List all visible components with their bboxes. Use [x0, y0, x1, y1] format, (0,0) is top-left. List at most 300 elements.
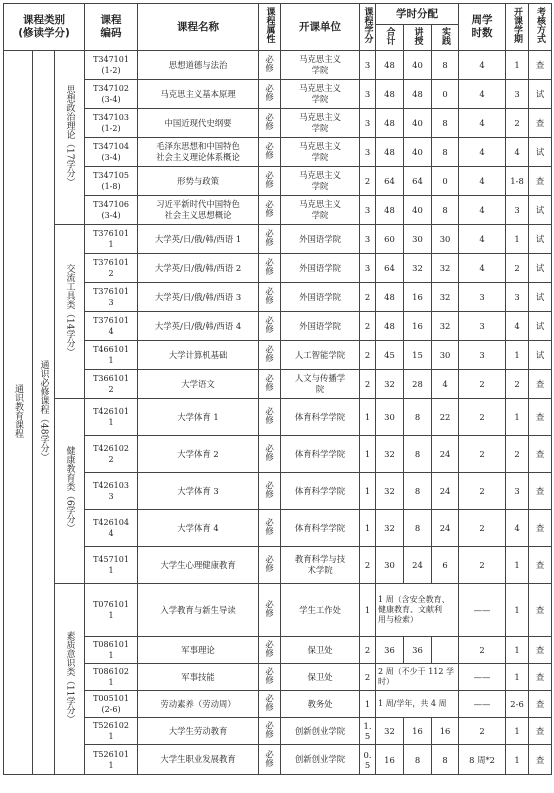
course-code: T347102 (3-4) [85, 80, 138, 109]
course-unit: 马克思主义 学院 [281, 80, 360, 109]
course-attr-label: 必修 [264, 171, 275, 188]
table-row [4, 341, 552, 370]
hours-total: 30 [376, 547, 404, 584]
hours-lecture: 40 [404, 109, 432, 138]
weekly-hours: 4 [459, 138, 506, 167]
course-attr [259, 370, 281, 399]
course-term: 1 [506, 547, 529, 584]
course-code: T347105 (1-8) [85, 167, 138, 196]
hours-lecture: 24 [404, 547, 432, 584]
course-attr [259, 51, 281, 80]
course-attr [259, 254, 281, 283]
weekly-hours: 2 [459, 547, 506, 584]
hours-total: 64 [376, 254, 404, 283]
hours-practice: 22 [432, 399, 459, 436]
hours-total: 32 [376, 473, 404, 510]
course-name: 大学生劳动教育 [138, 718, 259, 745]
course-credit: 2 [360, 664, 376, 691]
course-attr [259, 691, 281, 718]
course-unit: 体育科学学院 [281, 399, 360, 436]
exam-method: 试 [529, 138, 552, 167]
course-name: 军事理论 [138, 637, 259, 664]
course-attr [259, 341, 281, 370]
course-unit: 马克思主义 学院 [281, 51, 360, 80]
course-name: 习近平新时代中国特色 社会主义思想概论 [138, 196, 259, 225]
course-name: 大学计算机基础 [138, 341, 259, 370]
table-row [4, 399, 552, 436]
hours-total: 45 [376, 341, 404, 370]
course-credit: 1 [360, 510, 376, 547]
subcategory-label: 思想政治理论（17学分） [64, 85, 75, 187]
hours-practice: 16 [432, 718, 459, 745]
course-attr-label: 必修 [264, 640, 275, 657]
weekly-hours: 4 [459, 196, 506, 225]
course-attr-label: 必修 [264, 518, 275, 535]
weekly-hours: 4 [459, 80, 506, 109]
course-name: 大学体育 4 [138, 510, 259, 547]
table-row [4, 225, 552, 254]
course-attr [259, 399, 281, 436]
course-term: 2 [506, 436, 529, 473]
table-row [4, 138, 552, 167]
course-name: 劳动素养（劳动周） [138, 691, 259, 718]
course-table [3, 3, 552, 775]
course-attr-label: 必修 [264, 55, 275, 72]
course-name: 思想道德与法治 [138, 51, 259, 80]
course-unit: 马克思主义 学院 [281, 196, 360, 225]
course-code: T366101 2 [85, 370, 138, 399]
course-unit: 教务处 [281, 691, 360, 718]
course-hours-note: 1 周（含安全教育、 健康教育、文献利 用与检索） [376, 584, 459, 637]
hours-practice: 0 [432, 167, 459, 196]
table-row [4, 51, 552, 80]
subcategory-cell [55, 225, 85, 399]
hours-lecture: 8 [404, 745, 432, 775]
hours-practice: 8 [432, 109, 459, 138]
header-credit: 课程学分 [360, 4, 376, 51]
course-credit: 2 [360, 370, 376, 399]
course-term: 4 [506, 312, 529, 341]
hours-total: 48 [376, 80, 404, 109]
course-attr [259, 745, 281, 775]
hours-total: 48 [376, 312, 404, 341]
course-term: 1 [506, 341, 529, 370]
hours-total: 32 [376, 436, 404, 473]
header-weekly: 周学 时数 [459, 4, 506, 51]
exam-method: 查 [529, 399, 552, 436]
exam-method: 查 [529, 637, 552, 664]
table-row [4, 745, 552, 775]
weekly-hours: 2 [459, 436, 506, 473]
exam-method: 试 [529, 225, 552, 254]
hours-lecture: 8 [404, 473, 432, 510]
weekly-hours: 2 [459, 510, 506, 547]
exam-method: 查 [529, 109, 552, 138]
course-credit: 1. 5 [360, 718, 376, 745]
course-attr-label: 必修 [264, 555, 275, 572]
course-term: 1 [506, 745, 529, 775]
course-hours-note: 1 周/学年，共 4 周 [376, 691, 459, 718]
course-name: 毛泽东思想和中国特色 社会主义理论体系概论 [138, 138, 259, 167]
course-name: 大学体育 3 [138, 473, 259, 510]
hours-practice: 32 [432, 283, 459, 312]
table-row [4, 473, 552, 510]
course-attr [259, 473, 281, 510]
exam-method: 查 [529, 167, 552, 196]
exam-method: 查 [529, 745, 552, 775]
weekly-hours: 4 [459, 254, 506, 283]
exam-method: 查 [529, 473, 552, 510]
course-term: 4 [506, 138, 529, 167]
hours-practice: 30 [432, 225, 459, 254]
exam-method: 试 [529, 80, 552, 109]
hours-practice: 4 [432, 370, 459, 399]
exam-method: 试 [529, 341, 552, 370]
course-credit: 3 [360, 138, 376, 167]
hours-total: 16 [376, 745, 404, 775]
course-unit: 学生工作处 [281, 584, 360, 637]
course-term: 3 [506, 473, 529, 510]
course-unit: 创新创业学院 [281, 745, 360, 775]
subcategory-label: 健康教育类（6学分） [64, 446, 75, 533]
course-name: 军事技能 [138, 664, 259, 691]
course-name: 形势与政策 [138, 167, 259, 196]
hours-lecture: 32 [404, 254, 432, 283]
course-attr-label: 必修 [264, 345, 275, 362]
course-credit: 2 [360, 167, 376, 196]
hours-total: 32 [376, 718, 404, 745]
hours-lecture: 8 [404, 510, 432, 547]
course-credit: 3 [360, 51, 376, 80]
exam-method: 查 [529, 370, 552, 399]
course-credit: 1 [360, 584, 376, 637]
table-row [4, 312, 552, 341]
course-credit: 3 [360, 109, 376, 138]
course-code: T526101 1 [85, 745, 138, 775]
course-code: T076101 1 [85, 584, 138, 637]
course-attr-label: 必修 [264, 374, 275, 391]
course-term: 2 [506, 254, 529, 283]
table-row [4, 109, 552, 138]
course-name: 大学体育 2 [138, 436, 259, 473]
course-term: 1 [506, 399, 529, 436]
course-unit: 体育科学学院 [281, 436, 360, 473]
course-attr [259, 167, 281, 196]
hours-practice: 32 [432, 254, 459, 283]
course-term: 2 [506, 370, 529, 399]
hours-lecture: 28 [404, 370, 432, 399]
course-code: T347106 (3-4) [85, 196, 138, 225]
hours-lecture: 48 [404, 80, 432, 109]
course-code: T426103 3 [85, 473, 138, 510]
course-credit: 3 [360, 80, 376, 109]
course-credit: 1 [360, 436, 376, 473]
course-name: 入学教育与新生导读 [138, 584, 259, 637]
course-unit: 人工智能学院 [281, 341, 360, 370]
course-unit: 外国语学院 [281, 283, 360, 312]
course-code: T005101 (2-6) [85, 691, 138, 718]
course-credit: 3 [360, 254, 376, 283]
course-code: T426104 4 [85, 510, 138, 547]
course-code: T086102 1 [85, 664, 138, 691]
table-row [4, 196, 552, 225]
course-attr [259, 510, 281, 547]
hours-total: 32 [376, 370, 404, 399]
header-hours: 学时分配 [376, 4, 459, 25]
exam-method: 试 [529, 283, 552, 312]
course-attr-label: 必修 [264, 600, 275, 617]
category-required-label: 通识必修课程（48学分） [38, 360, 49, 462]
course-unit: 教育科学与技 术学院 [281, 547, 360, 584]
hours-total: 48 [376, 51, 404, 80]
weekly-hours: 2 [459, 637, 506, 664]
course-name: 大学英/日/俄/韩/西语 3 [138, 283, 259, 312]
course-code: T347101 (1-2) [85, 51, 138, 80]
hours-lecture: 36 [404, 637, 432, 664]
hours-practice: 8 [432, 51, 459, 80]
course-unit: 保卫处 [281, 637, 360, 664]
weekly-hours: 2 [459, 370, 506, 399]
table-row [4, 584, 552, 637]
course-term: 1 [506, 637, 529, 664]
course-code: T526102 1 [85, 718, 138, 745]
exam-method: 试 [529, 312, 552, 341]
course-hours-note: 2 周（不少于 112 学 时） [376, 664, 459, 691]
course-attr-label: 必修 [264, 316, 275, 333]
weekly-hours: —— [459, 691, 506, 718]
course-attr-label: 必修 [264, 667, 275, 684]
course-attr-label: 必修 [264, 444, 275, 461]
course-code: T457101 1 [85, 547, 138, 584]
course-attr [259, 312, 281, 341]
course-attr-label: 必修 [264, 694, 275, 711]
hours-practice: 24 [432, 436, 459, 473]
course-code: T376101 1 [85, 225, 138, 254]
course-attr [259, 109, 281, 138]
hours-practice: 0 [432, 80, 459, 109]
course-code: T086101 1 [85, 637, 138, 664]
weekly-hours: 3 [459, 283, 506, 312]
course-unit: 外国语学院 [281, 312, 360, 341]
weekly-hours: 4 [459, 51, 506, 80]
course-code: T347104 (3-4) [85, 138, 138, 167]
course-credit: 2 [360, 283, 376, 312]
hours-total: 36 [376, 637, 404, 664]
header-term: 开课学期 [506, 4, 529, 51]
course-unit: 体育科学学院 [281, 473, 360, 510]
course-unit: 马克思主义 学院 [281, 167, 360, 196]
course-attr-label: 必修 [264, 287, 275, 304]
exam-method: 查 [529, 436, 552, 473]
hours-practice: 32 [432, 312, 459, 341]
course-unit: 创新创业学院 [281, 718, 360, 745]
course-code: T376101 3 [85, 283, 138, 312]
course-attr [259, 718, 281, 745]
hours-lecture: 16 [404, 718, 432, 745]
table-row [4, 80, 552, 109]
course-attr [259, 436, 281, 473]
hours-lecture: 16 [404, 283, 432, 312]
course-code: T466101 1 [85, 341, 138, 370]
weekly-hours: 2 [459, 399, 506, 436]
course-credit: 1 [360, 399, 376, 436]
exam-method: 查 [529, 51, 552, 80]
course-name: 大学英/日/俄/韩/西语 1 [138, 225, 259, 254]
course-attr [259, 283, 281, 312]
course-credit: 1 [360, 691, 376, 718]
course-code: T426101 1 [85, 399, 138, 436]
course-attr-label: 必修 [264, 721, 275, 738]
exam-method: 查 [529, 664, 552, 691]
course-attr-label: 必修 [264, 84, 275, 101]
course-name: 大学生职业发展教育 [138, 745, 259, 775]
course-attr-label: 必修 [264, 142, 275, 159]
course-unit: 马克思主义 学院 [281, 138, 360, 167]
weekly-hours: 2 [459, 473, 506, 510]
course-code: T347103 (1-2) [85, 109, 138, 138]
weekly-hours: —— [459, 584, 506, 637]
course-attr [259, 138, 281, 167]
course-term: 1 [506, 718, 529, 745]
course-credit: 2 [360, 312, 376, 341]
hours-total: 64 [376, 167, 404, 196]
hours-lecture: 64 [404, 167, 432, 196]
table-row [4, 254, 552, 283]
header-name: 课程名称 [138, 4, 259, 51]
exam-method: 查 [529, 718, 552, 745]
course-unit: 体育科学学院 [281, 510, 360, 547]
course-unit: 外国语学院 [281, 254, 360, 283]
table-row [4, 510, 552, 547]
course-attr [259, 80, 281, 109]
course-unit: 保卫处 [281, 664, 360, 691]
course-name: 大学英/日/俄/韩/西语 4 [138, 312, 259, 341]
hours-lecture: 16 [404, 312, 432, 341]
course-name: 大学语文 [138, 370, 259, 399]
exam-method: 查 [529, 584, 552, 637]
course-term: 1 [506, 664, 529, 691]
course-name: 大学英/日/俄/韩/西语 2 [138, 254, 259, 283]
course-unit: 外国语学院 [281, 225, 360, 254]
hours-practice: 8 [432, 138, 459, 167]
header-practice: 实践 [432, 25, 459, 51]
course-term: 2-6 [506, 691, 529, 718]
hours-total: 30 [376, 399, 404, 436]
hours-lecture: 40 [404, 51, 432, 80]
table-row [4, 637, 552, 664]
exam-method: 查 [529, 547, 552, 584]
course-unit: 马克思主义 学院 [281, 109, 360, 138]
hours-total: 48 [376, 109, 404, 138]
weekly-hours: 4 [459, 167, 506, 196]
course-code: T426102 2 [85, 436, 138, 473]
table-row [4, 664, 552, 691]
course-attr [259, 637, 281, 664]
category-general-cell [4, 51, 33, 775]
course-credit: 3 [360, 225, 376, 254]
header-code: 课程 编码 [85, 4, 138, 51]
course-attr-label: 必修 [264, 481, 275, 498]
subcategory-cell [55, 584, 85, 775]
hours-lecture: 8 [404, 436, 432, 473]
hours-lecture: 15 [404, 341, 432, 370]
hours-total: 48 [376, 196, 404, 225]
category-general-label: 通识教育课程 [13, 384, 23, 438]
weekly-hours: 2 [459, 718, 506, 745]
weekly-hours: —— [459, 664, 506, 691]
course-name: 大学生心理健康教育 [138, 547, 259, 584]
exam-method: 查 [529, 510, 552, 547]
course-credit: 0. 5 [360, 745, 376, 775]
hours-lecture: 8 [404, 399, 432, 436]
course-credit: 2 [360, 341, 376, 370]
header-lecture: 讲授 [404, 25, 432, 51]
course-attr-label: 必修 [264, 113, 275, 130]
course-attr-label: 必修 [264, 229, 275, 246]
course-credit: 2 [360, 547, 376, 584]
course-attr [259, 664, 281, 691]
course-attr [259, 196, 281, 225]
weekly-hours: 4 [459, 225, 506, 254]
header-category: 课程类别 (修读学分) [4, 4, 85, 51]
course-term: 1 [506, 51, 529, 80]
course-attr [259, 225, 281, 254]
table-row [4, 436, 552, 473]
course-name: 大学体育 1 [138, 399, 259, 436]
hours-total: 48 [376, 138, 404, 167]
course-attr [259, 547, 281, 584]
exam-method: 查 [529, 691, 552, 718]
table-row [4, 167, 552, 196]
hours-total: 48 [376, 283, 404, 312]
table-row [4, 691, 552, 718]
course-attr-label: 必修 [264, 407, 275, 424]
hours-practice: 30 [432, 341, 459, 370]
weekly-hours: 4 [459, 109, 506, 138]
weekly-hours: 8 周*2 [459, 745, 506, 775]
course-term: 1 [506, 584, 529, 637]
course-attr-label: 必修 [264, 258, 275, 275]
course-term: 3 [506, 283, 529, 312]
weekly-hours: 3 [459, 312, 506, 341]
table-row [4, 370, 552, 399]
header-unit: 开课单位 [281, 4, 360, 51]
exam-method: 试 [529, 254, 552, 283]
course-code: T376101 2 [85, 254, 138, 283]
header-exam: 考核方式 [529, 4, 552, 51]
course-name: 中国近现代史纲要 [138, 109, 259, 138]
subcategory-cell [55, 51, 85, 225]
course-credit: 2 [360, 637, 376, 664]
category-required-cell [33, 51, 55, 775]
hours-total: 32 [376, 510, 404, 547]
course-unit: 人文与传播学 院 [281, 370, 360, 399]
weekly-hours: 3 [459, 341, 506, 370]
hours-practice [432, 637, 459, 664]
course-attr-label: 必修 [264, 200, 275, 217]
header-attr: 课程属性 [259, 4, 281, 51]
exam-method: 试 [529, 196, 552, 225]
hours-lecture: 40 [404, 138, 432, 167]
hours-lecture: 30 [404, 225, 432, 254]
subcategory-cell [55, 399, 85, 584]
subcategory-label: 素质意识类（11学分） [64, 631, 75, 724]
course-term: 2 [506, 109, 529, 138]
course-credit: 3 [360, 196, 376, 225]
hours-practice: 24 [432, 510, 459, 547]
course-name: 马克思主义基本原理 [138, 80, 259, 109]
course-term: 4 [506, 510, 529, 547]
